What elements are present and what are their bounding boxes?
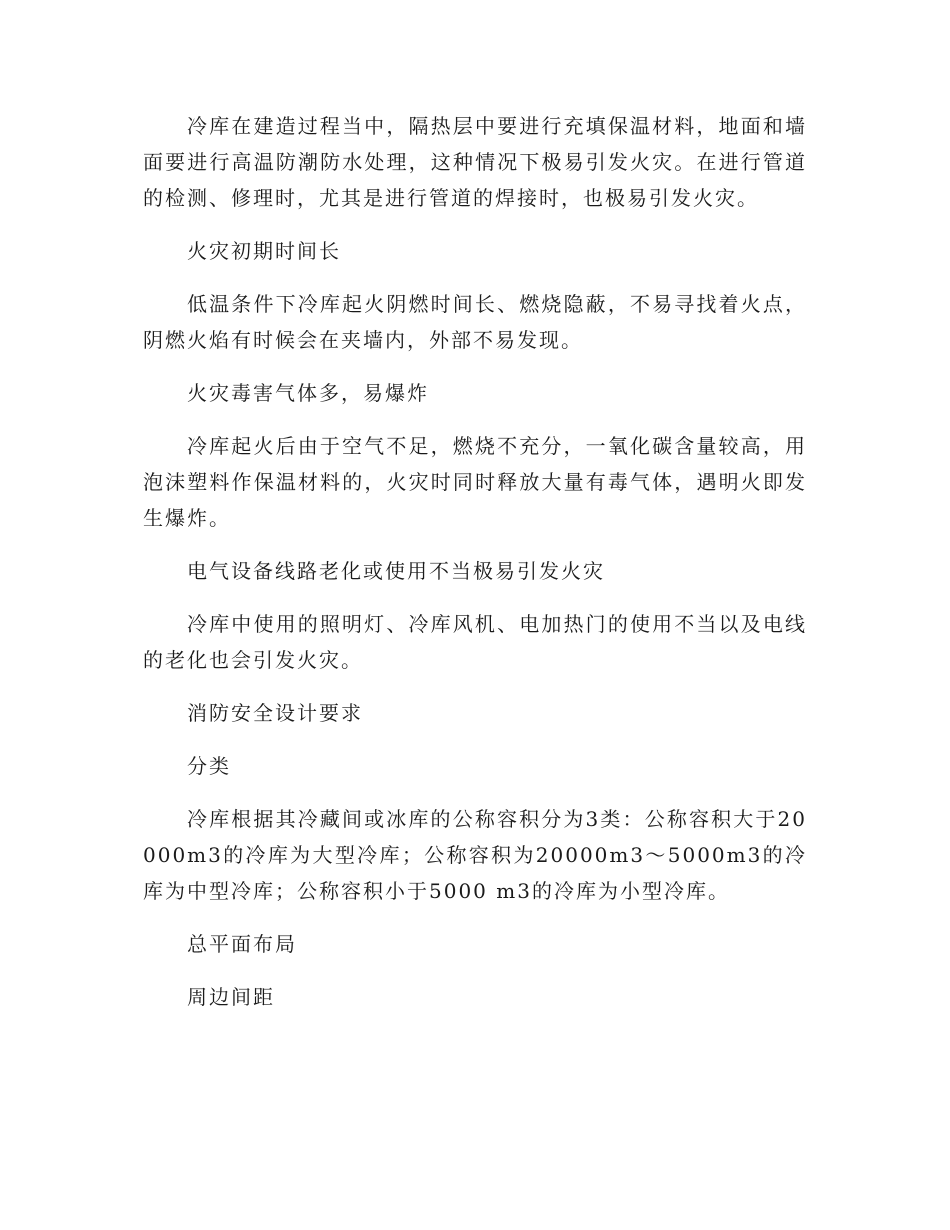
- heading-surrounding-spacing: 周边间距: [187, 985, 275, 1009]
- paragraph-electrical-equipment: 冷库中使用的照明灯、冷库风机、电加热门的使用不当以及电线的老化也会引发火灾。: [143, 612, 807, 672]
- paragraph-toxic-gas: 冷库起火后由于空气不足，燃烧不充分，一氧化碳含量较高，用泡沫塑料作保温材料的，火灾时同时释放大量有毒气体，遇明火即发生爆炸。: [143, 434, 807, 530]
- heading-general-layout: 总平面布局: [187, 932, 297, 956]
- heading-long-initial-fire-period: 火灾初期时间长: [187, 239, 341, 263]
- paragraph-fire-causes-construction: 冷库在建造过程当中，隔热层中要进行充填保温材料，地面和墙面要进行高温防潮防水处理，这种情况下极易引发火灾。在进行管道的检测、修理时，尤其是进行管道的焊接时，也极易引发火灾。: [143, 114, 807, 210]
- paragraph-classification: 冷库根据其冷藏间或冰库的公称容积分为3类：公称容积大于20000m3的冷库为大型冷库；公称容积为20000m3～5000m3的冷库为中型冷库；公称容积小于5000 m3的冷库为小型冷库。: [143, 807, 807, 903]
- heading-fire-safety-design: 消防安全设计要求: [187, 701, 363, 725]
- document-body: [143, 108, 807, 1015]
- paragraph-smoldering-fire: 低温条件下冷库起火阴燃时间长、燃烧隐蔽，不易寻找着火点，阴燃火焰有时候会在夹墙内，外部不易发现。: [143, 292, 807, 352]
- heading-electrical-aging: 电气设备线路老化或使用不当极易引发火灾: [187, 559, 605, 583]
- heading-toxic-gas-explosion: 火灾毒害气体多，易爆炸: [187, 381, 429, 405]
- heading-classification: 分类: [187, 754, 231, 778]
